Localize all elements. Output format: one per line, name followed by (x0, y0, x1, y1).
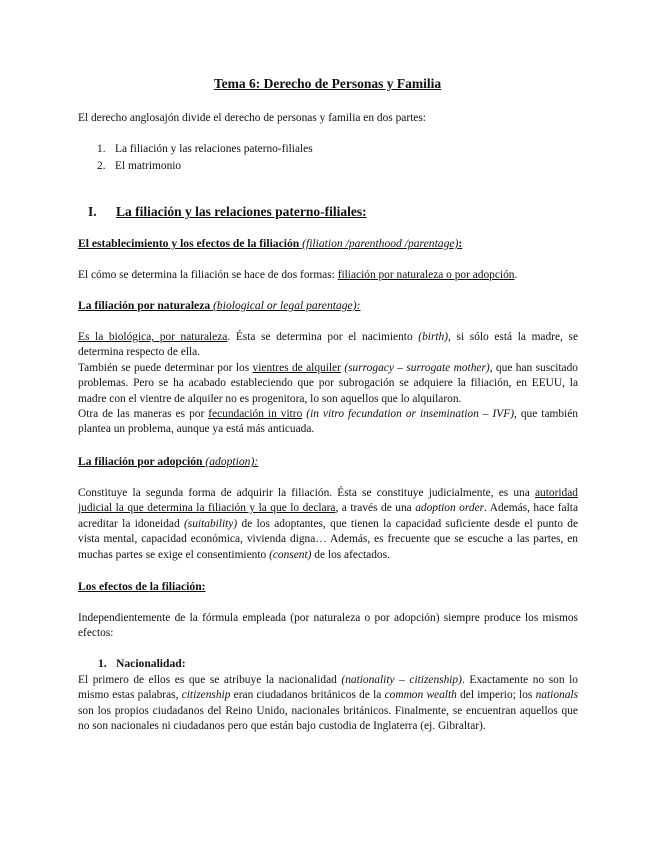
heading-efectos: Los efectos de la filiación: (78, 580, 206, 593)
heading-term: (filiation /parenthood /parentage) (302, 237, 459, 250)
text-run: son los propios ciudadanos del Reino Unido, nacionales británicos. Finalmente, se encuentran aquellos que no son nacionales ni ciudadanos pero que están bajo custodia de Inglaterra (ej. Gibraltar). (78, 704, 578, 733)
section-number: I. (88, 204, 97, 219)
underlined-text: vientres de alquiler (252, 361, 341, 374)
text-run: También se puede determinar por los (78, 361, 253, 374)
text-run: . Además, hace falta acreditar la idoneidad (78, 502, 578, 530)
list-text: El matrimonio (115, 160, 182, 172)
underlined-text: autoridad judicial la que determina la filiación y la que lo declara (78, 487, 578, 515)
text-run: , que han suscitado problemas. Pero se ha acabado estableciendo que por subrogación se adquiere la filiación, en EEUU, la madre con el vientre de alquiler no es progenitora, lo son aquellos que lo alquilaron. (78, 361, 578, 405)
heading-label: El establecimiento y los efectos de la filiación (78, 237, 300, 250)
italic-term: (suitability) (184, 517, 238, 530)
intro-paragraph: El derecho anglosajón divide el derecho de personas y familia en dos partes: (78, 112, 426, 124)
text-run: El primero de ellos es que se atribuye la nacionalidad (78, 674, 342, 686)
text-run: . (514, 269, 518, 281)
italic-term: adoption order (415, 502, 485, 515)
text-run: El cómo se determina la filiación se hace de dos formas: (78, 269, 338, 281)
text-run: de los afectados. (311, 548, 390, 561)
underlined-text: fecundación in vitro (208, 408, 303, 421)
underlined-text: Es la biológica, por naturaleza (78, 331, 228, 343)
subsection-title: Nacionalidad: (116, 657, 186, 670)
italic-term: (in vitro fecundation or insemination – IVF) (306, 408, 514, 421)
italic-term: citizenship (181, 689, 231, 702)
text-run: Otra de las maneras es por (78, 408, 209, 421)
text-run: , que también plantea un problema, aunque ya está más anticuada. (78, 408, 578, 436)
text-run: . Ésta se determina por el nacimiento (227, 331, 419, 343)
heading-establecimiento (78, 237, 462, 250)
italic-term: (consent) (269, 548, 312, 561)
paragraph-efectos: Independientemente de la fórmula empleada (por naturaleza o por adopción) siempre produce los mismos efectos: (78, 612, 578, 640)
paragraph-adopcion (78, 486, 578, 563)
heading-colon: : (458, 237, 463, 250)
text-run: de los adoptantes, que tienen la capacidad suficiente desde el punto de vista mental, capacidad económica, vivienda digna… Además, es frecuente que se escuche a las partes, en muchas partes se exige el consentimiento (78, 517, 578, 561)
text-run: , si sólo está la madre, se determina respecto de ella. (78, 331, 579, 359)
heading-adopcion (78, 455, 258, 468)
paragraph-nacionalidad (78, 673, 578, 735)
subsection-number: 1. (98, 657, 107, 670)
section-title: La filiación y las relaciones paterno-filiales: (116, 204, 367, 219)
list-text: La filiación y las relaciones paterno-filiales (115, 143, 313, 155)
italic-term: nationals (535, 689, 578, 702)
text-run: del imperio; los (456, 689, 536, 702)
italic-term: (surrogacy – surrogate mother) (344, 361, 490, 374)
list-number: 1. (97, 143, 106, 155)
italic-term: (birth) (418, 331, 449, 343)
paragraph-formas (78, 268, 517, 283)
list-item (97, 159, 181, 174)
text-run: . Exactamente no son lo mismo estas palabras, (78, 674, 578, 702)
heading-term: (adoption): (205, 455, 259, 468)
list-number: 2. (97, 160, 106, 172)
heading-term: (biological or legal parentage): (213, 299, 361, 312)
italic-term: (nationality – citizenship) (341, 674, 462, 686)
italic-term: common wealth (384, 689, 457, 702)
text-run: Constituye la segunda forma de adquirir la filiación. Ésta se constituye judicialmente, es una (78, 487, 535, 499)
page-title: Tema 6: Derecho de Personas y Familia (213, 76, 442, 91)
heading-label: La filiación por adopción (78, 455, 203, 468)
list-item (97, 142, 313, 157)
paragraph-naturaleza (78, 330, 578, 438)
text-run: eran ciudadanos británicos de la (230, 689, 385, 702)
underlined-text: filiación por naturaleza o por adopción (337, 269, 515, 281)
heading-label: La filiación por naturaleza (78, 299, 211, 312)
heading-naturaleza (78, 299, 360, 312)
text-run: , a través de una (335, 502, 416, 515)
